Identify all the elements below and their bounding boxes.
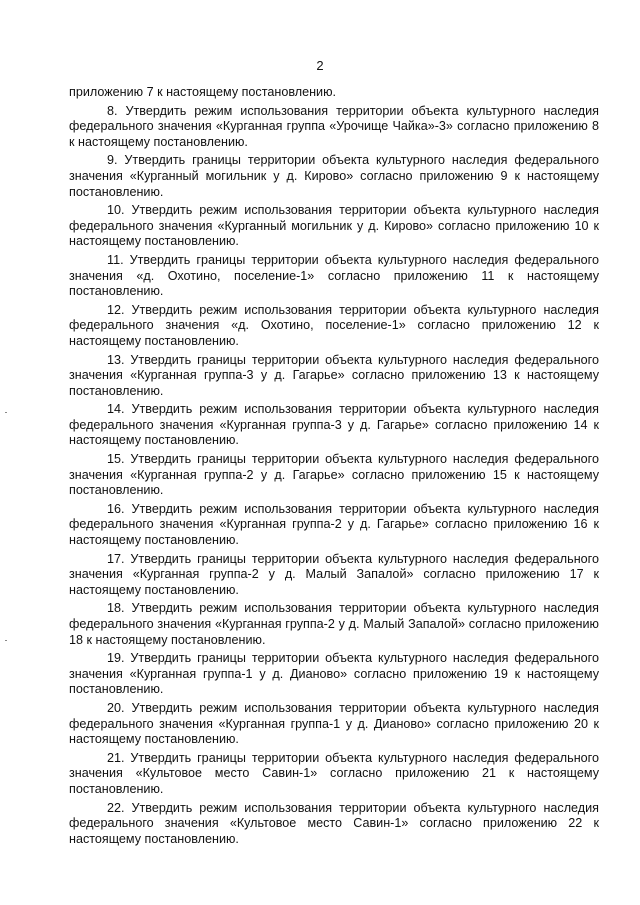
page-number: 2 xyxy=(316,58,324,73)
paragraph-item-8: 8. Утвердить режим использования территории объекта культурного наследия федерального значения «Курганная группа «Урочище Чайка»-3» согласно приложению 8 к настоящему постановлению. xyxy=(69,103,599,149)
paragraph-item-11: 11. Утвердить границы территории объекта культурного наследия федерального значения «д. Охотино, поселение-1» согласно приложению 11 к настоящему постановлению. xyxy=(69,252,599,299)
paragraph-item-10: 10. Утвердить режим использования территории объекта культурного наследия федерального значения «Курганный могильник у д. Кирово» согласно приложению 10 к настоящему постановлению. xyxy=(69,203,599,249)
paragraph-item-13: 13. Утвердить границы территории объекта культурного наследия федерального значения «Курганная группа-3 у д. Гагарье» согласно приложению 13 к настоящему постановлению. xyxy=(69,352,599,398)
paragraph-item-21: 21. Утвердить границы территории объекта культурного наследия федерального значения «Культовое место Савин-1» согласно приложению 21 к настоящему постановлению. xyxy=(69,750,599,796)
paragraph-item-20: 20. Утвердить режим использования территории объекта культурного наследия федерального значения «Курганная группа-1 у д. Дианово» согласно приложению 20 к настоящему постановлению. xyxy=(69,700,599,747)
paragraph-item-16: 16. Утвердить режим использования территории объекта культурного наследия федерального значения «Курганная группа-2 у д. Гагарье» согласно приложению 16 к настоящему постановлению. xyxy=(69,501,599,548)
paragraph-item-17: 17. Утвердить границы территории объекта культурного наследия федерального значения «Курганная группа-2 у д. Малый Запалой» согласно приложению 17 к настоящему постановлению. xyxy=(69,551,599,597)
paragraph-item-9: 9. Утвердить границы территории объекта культурного наследия федерального значения «Курганный могильник у д. Кирово» согласно приложению 9 к настоящему постановлению. xyxy=(69,153,599,199)
paragraph-item-15: 15. Утвердить границы территории объекта культурного наследия федерального значения «Курганная группа-2 у д. Гагарье» согласно приложению 15 к настоящему постановлению. xyxy=(69,452,599,498)
paragraph-item-18: 18. Утвердить режим использования территории объекта культурного наследия федерального значения «Курганная группа-2 у д. Малый Запалой» согласно приложению 18 к настоящему постановлению. xyxy=(69,601,599,647)
paragraph-item-19: 19. Утвердить границы территории объекта культурного наследия федерального значения «Курганная группа-1 у д. Дианово» согласно приложению 19 к настоящему постановлению. xyxy=(69,651,599,697)
margin-mark xyxy=(5,412,7,413)
paragraph-item-14: 14. Утвердить режим использования территории объекта культурного наследия федерального значения «Курганная группа-3 у д. Гагарье» согласно приложению 14 к настоящему постановлению. xyxy=(69,402,599,448)
paragraph-item-22: 22. Утвердить режим использования территории объекта культурного наследия федерального значения «Культовое место Савин-1» согласно приложению 22 к настоящему постановлению. xyxy=(69,800,599,846)
paragraph-item-12: 12. Утвердить режим использования территории объекта культурного наследия федерального значения «д. Охотино, поселение-1» согласно приложению 12 к настоящему постановлению. xyxy=(69,302,599,348)
paragraph-continuation: приложению 7 к настоящему постановлению. xyxy=(69,85,337,99)
document-body xyxy=(69,85,599,850)
margin-mark xyxy=(5,640,7,641)
